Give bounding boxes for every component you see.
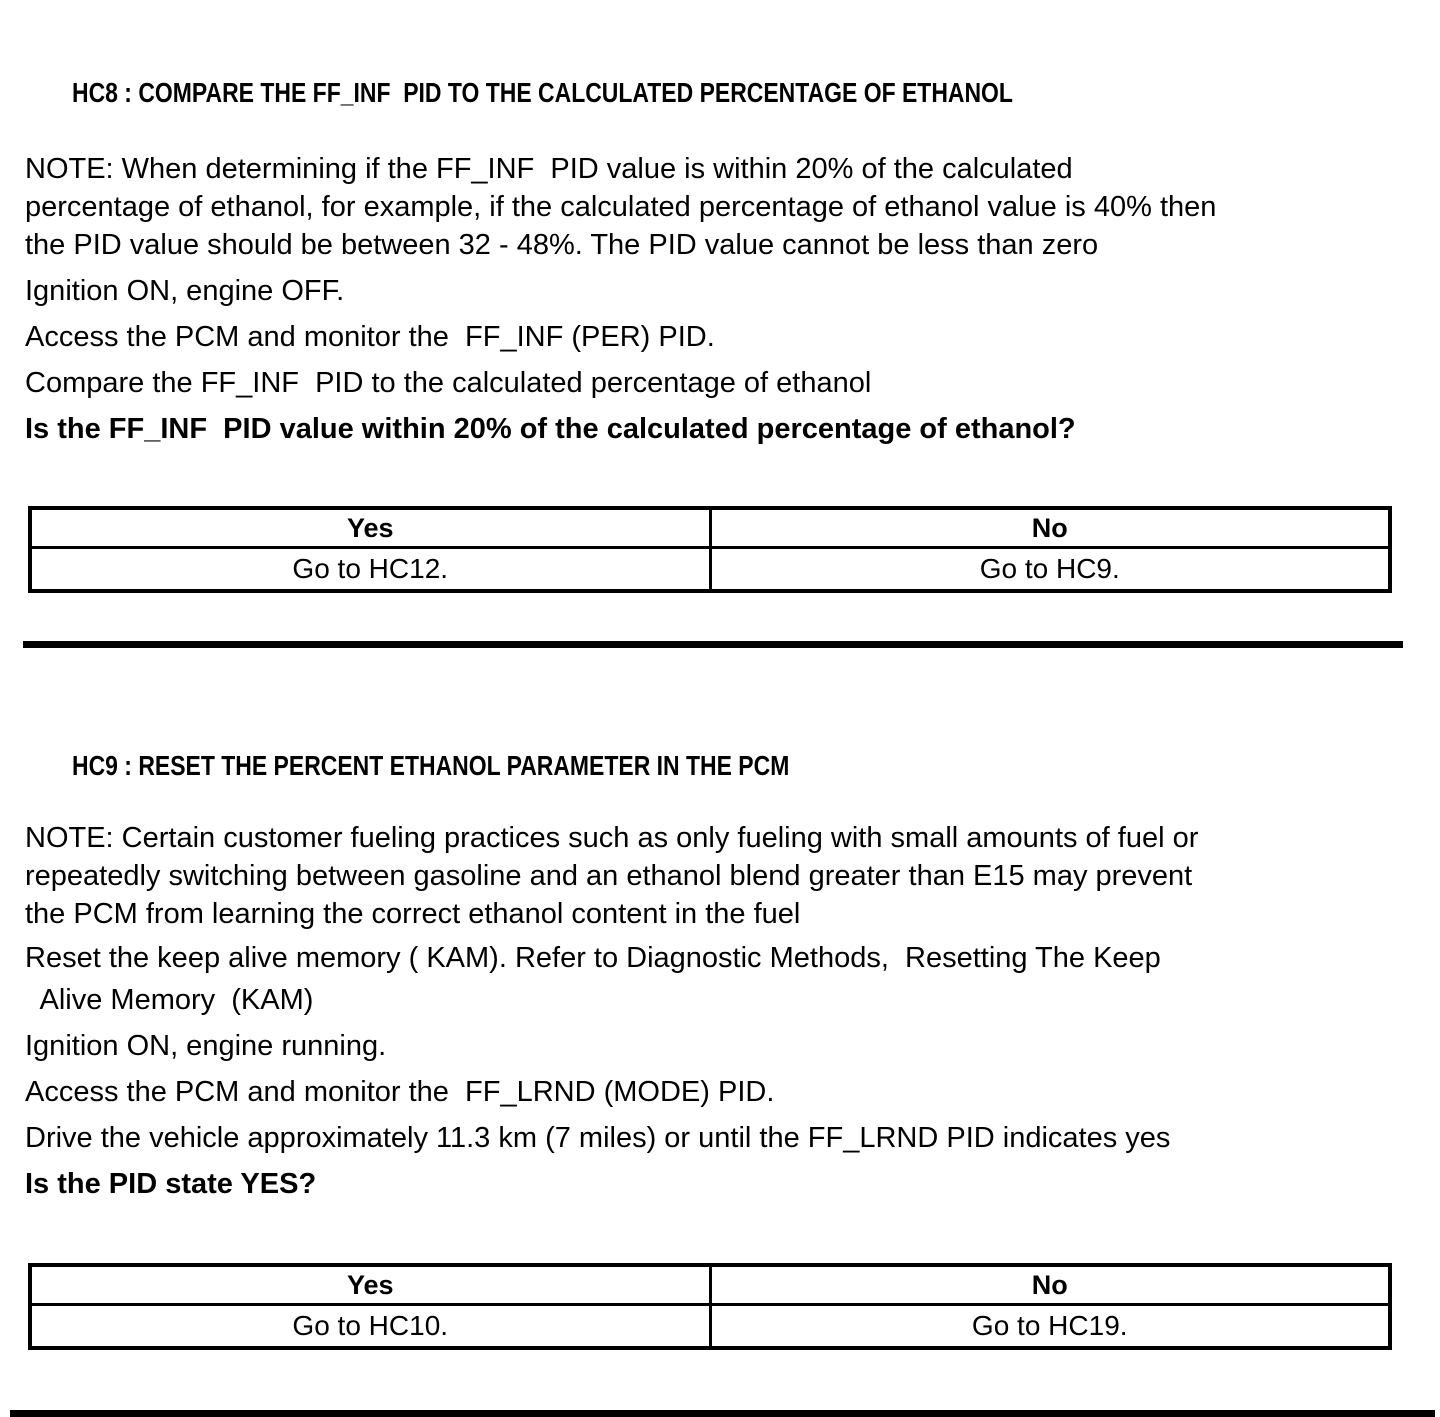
section-hc8-heading bbox=[25, 48, 1415, 138]
table-header-yes: Yes bbox=[30, 508, 710, 548]
table-row bbox=[30, 548, 1390, 592]
section-hc8-heading-text: HC8 : COMPARE THE FF_INF PID TO THE CALCULATED PERCENTAGE OF ETHANOL bbox=[71, 77, 1013, 108]
table-header-yes: Yes bbox=[30, 1265, 710, 1305]
step-line-continuation: Alive Memory (KAM) bbox=[25, 984, 314, 1016]
step-line: Access the PCM and monitor the FF_INF (PER) PID. bbox=[25, 321, 715, 353]
note-line: repeatedly switching between gasoline and an ethanol blend greater than E15 may prevent bbox=[25, 860, 1193, 892]
section-hc9 bbox=[25, 721, 1415, 1417]
step-line: Ignition ON, engine OFF. bbox=[25, 275, 345, 307]
table-header-no: No bbox=[710, 1265, 1390, 1305]
decision-question: Is the FF_INF PID value within 20% of the calculated percentage of ethanol? bbox=[25, 413, 1076, 445]
table-header-no: No bbox=[710, 508, 1390, 548]
page-bottom-rule bbox=[10, 1410, 1435, 1417]
table-cell-no-action: Go to HC9. bbox=[710, 548, 1390, 592]
decision-table-hc9 bbox=[28, 1263, 1392, 1350]
note-line: percentage of ethanol, for example, if the calculated percentage of ethanol value is 40% then bbox=[25, 191, 1217, 223]
table-row bbox=[30, 1305, 1390, 1349]
table-cell-no-action: Go to HC19. bbox=[710, 1305, 1390, 1349]
note-line: NOTE: Certain customer fueling practices such as only fueling with small amounts of fuel or bbox=[25, 822, 1199, 854]
section-hc9-heading-text: HC9 : RESET THE PERCENT ETHANOL PARAMETER IN THE PCM bbox=[71, 750, 790, 781]
section-hc9-note bbox=[25, 819, 1415, 933]
step-line: Compare the FF_INF PID to the calculated percentage of ethanol bbox=[25, 367, 872, 399]
section-hc8 bbox=[25, 48, 1415, 648]
step-line: Ignition ON, engine running. bbox=[25, 1030, 387, 1062]
step-line: Access the PCM and monitor the FF_LRND (MODE) PID. bbox=[25, 1076, 775, 1108]
decision-question: Is the PID state YES? bbox=[25, 1168, 317, 1200]
note-line: the PID value should be between 32 - 48%. The PID value cannot be less than zero bbox=[25, 229, 1099, 261]
table-cell-yes-action: Go to HC10. bbox=[30, 1305, 710, 1349]
decision-table-hc8 bbox=[28, 506, 1392, 593]
step-line: Drive the vehicle approximately 11.3 km (7 miles) or until the FF_LRND PID indicates yes bbox=[25, 1122, 1171, 1154]
note-line: the PCM from learning the correct ethanol content in the fuel bbox=[25, 898, 801, 930]
table-cell-yes-action: Go to HC12. bbox=[30, 548, 710, 592]
table-header-row bbox=[30, 1265, 1390, 1305]
section-hc9-heading bbox=[25, 721, 1415, 811]
section-hc8-note bbox=[25, 150, 1415, 264]
step-line: Reset the keep alive memory ( KAM). Refer to Diagnostic Methods, Resetting The Keep bbox=[25, 942, 1161, 974]
section-divider bbox=[23, 641, 1403, 648]
table-header-row bbox=[30, 508, 1390, 548]
note-line: NOTE: When determining if the FF_INF PID value is within 20% of the calculated bbox=[25, 153, 1073, 185]
